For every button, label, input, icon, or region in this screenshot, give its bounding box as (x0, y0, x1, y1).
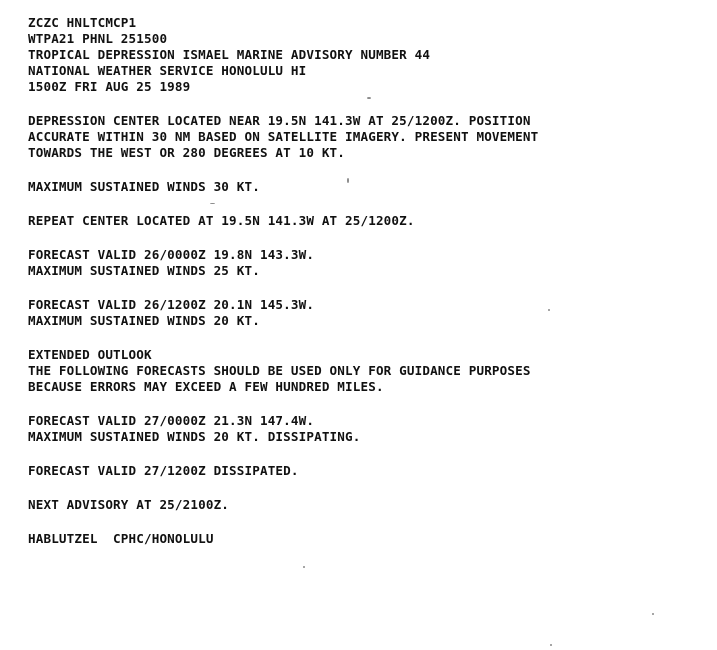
header-line: ZCZC HNLTCMCP1 (28, 15, 137, 30)
header-line: NATIONAL WEATHER SERVICE HONOLULU HI (28, 63, 307, 78)
max-winds-line: MAXIMUM SUSTAINED WINDS 30 KT. (28, 179, 260, 194)
next-advisory-line: NEXT ADVISORY AT 25/2100Z. (28, 497, 230, 512)
outlook-line: THE FOLLOWING FORECASTS SHOULD BE USED ONLY FOR GUIDANCE PURPOSES (28, 363, 531, 378)
max-winds-paragraph (28, 179, 708, 195)
position-paragraph (28, 113, 708, 161)
signature-line: HABLUTZEL CPHC/HONOLULU (28, 531, 214, 546)
scan-speck (367, 97, 371, 99)
advisory-header (28, 15, 708, 95)
forecast-line: MAXIMUM SUSTAINED WINDS 20 KT. DISSIPATING. (28, 429, 361, 444)
forecast-paragraph-4 (28, 463, 708, 479)
extended-outlook-paragraph (28, 347, 708, 395)
header-line: 1500Z FRI AUG 25 1989 (28, 79, 191, 94)
next-advisory-paragraph (28, 497, 708, 513)
scan-speck (347, 178, 349, 183)
forecast-paragraph-1 (28, 247, 708, 279)
forecast-line: FORECAST VALID 27/1200Z DISSIPATED. (28, 463, 299, 478)
position-line: TOWARDS THE WEST OR 280 DEGREES AT 10 KT. (28, 145, 346, 160)
repeat-paragraph (28, 213, 708, 229)
forecast-paragraph-3 (28, 413, 708, 445)
scan-speck (210, 203, 215, 204)
scan-speck (303, 566, 305, 568)
signature-paragraph (28, 531, 708, 547)
scan-speck (548, 309, 550, 311)
outlook-line: BECAUSE ERRORS MAY EXCEED A FEW HUNDRED MILES. (28, 379, 384, 394)
position-line: DEPRESSION CENTER LOCATED NEAR 19.5N 141.3W AT 25/1200Z. POSITION (28, 113, 531, 128)
forecast-line: FORECAST VALID 27/0000Z 21.3N 147.4W. (28, 413, 315, 428)
scan-speck (550, 644, 552, 646)
position-line: ACCURATE WITHIN 30 NM BASED ON SATELLITE IMAGERY. PRESENT MOVEMENT (28, 129, 539, 144)
repeat-line: REPEAT CENTER LOCATED AT 19.5N 141.3W AT 25/1200Z. (28, 213, 415, 228)
forecast-line: FORECAST VALID 26/0000Z 19.8N 143.3W. (28, 247, 315, 262)
header-line: WTPA21 PHNL 251500 (28, 31, 168, 46)
forecast-line: FORECAST VALID 26/1200Z 20.1N 145.3W. (28, 297, 315, 312)
forecast-paragraph-2 (28, 297, 708, 329)
forecast-line: MAXIMUM SUSTAINED WINDS 20 KT. (28, 313, 260, 328)
header-line: TROPICAL DEPRESSION ISMAEL MARINE ADVISORY NUMBER 44 (28, 47, 431, 62)
scan-speck (652, 613, 654, 615)
forecast-line: MAXIMUM SUSTAINED WINDS 25 KT. (28, 263, 260, 278)
outlook-line: EXTENDED OUTLOOK (28, 347, 152, 362)
